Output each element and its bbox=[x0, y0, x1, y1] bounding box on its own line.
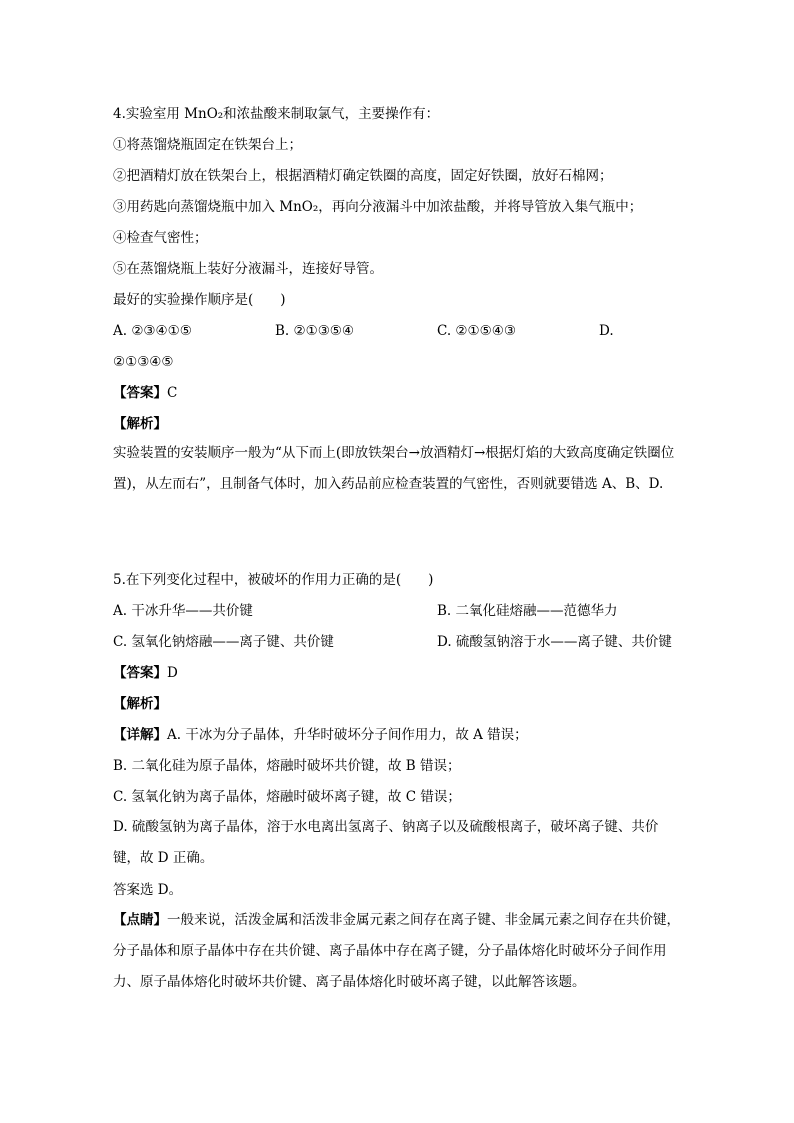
point-tag: 【点睛】 bbox=[113, 912, 167, 928]
q4-option-d-continued: ②①③④⑤ bbox=[113, 354, 174, 370]
q5-detail-a bbox=[113, 726, 528, 744]
q5-choose: 答案选 D。 bbox=[113, 882, 183, 898]
q5-analysis-tag: 【解析】 bbox=[113, 696, 167, 712]
q4-option-a: A. ②③④①⑤ bbox=[113, 323, 192, 339]
q4-step-2: ②把酒精灯放在铁架台上，根据酒精灯确定铁圈的高度，固定好铁圈，放好石棉网； bbox=[113, 168, 613, 184]
q5-detail-d: D. 硫酸氢钠为离子晶体，溶于水电离出氢离子、钠离子以及硫酸根离子，破坏离子键、共价键，故 D 正确。 bbox=[113, 819, 659, 866]
q5-option-d: D. 硫酸氢钠溶于水——离子键、共价键 bbox=[437, 634, 672, 650]
q4-step-5: ⑤在蒸馏烧瓶上装好分液漏斗，连接好导管。 bbox=[113, 261, 383, 277]
q5-detail-b: B. 二氧化硅为原子晶体，熔融时破坏共价键，故 B 错误； bbox=[113, 758, 461, 774]
detail-a-text: A. 干冰为分子晶体，升华时破坏分子间作用力，故 A 错误； bbox=[167, 727, 528, 743]
q5-option-a: A. 干冰升华——共价键 bbox=[113, 603, 253, 619]
q4-step-3: ③用药匙向蒸馏烧瓶中加入 MnO₂，再向分液漏斗中加浓盐酸，并将导管放入集气瓶中； bbox=[113, 199, 643, 215]
q5-answer bbox=[113, 664, 178, 682]
q4-answer bbox=[113, 384, 177, 402]
q4-stem: 4.实验室用 MnO₂和浓盐酸来制取氯气，主要操作有： bbox=[113, 106, 440, 122]
q4-step-4: ④检查气密性； bbox=[113, 230, 208, 246]
q4-option-d: D. bbox=[599, 323, 614, 339]
answer-tag: 【答案】 bbox=[113, 385, 167, 401]
q4-analysis-text: 实验装置的安装顺序一般为“从下而上(即放铁架台→放酒精灯→根据灯焰的大致高度确定铁圈位置)，从左而右”，且制备气体时，加入药品前应检查装置的气密性，否则就要错选 A、B、D. bbox=[113, 445, 675, 492]
point-text: 一般来说，活泼金属和活泼非金属元素之间存在离子键、非金属元素之间存在共价键，分子晶体和原子晶体中存在共价键、离子晶体中存在离子键，分子晶体熔化时破坏分子间作用力、原子晶体熔化时破坏共价键、离子晶体熔化时破坏离子键，以此解答该题。 bbox=[113, 912, 680, 990]
q4-option-c: C. ②①⑤④③ bbox=[437, 323, 516, 339]
q5-option-c: C. 氢氧化钠熔融——离子键、共价键 bbox=[113, 634, 334, 650]
answer-tag: 【答案】 bbox=[113, 665, 167, 681]
detail-tag: 【详解】 bbox=[113, 727, 167, 743]
q5-option-b: B. 二氧化硅熔融——范德华力 bbox=[437, 603, 618, 619]
q4-question: 最好的实验操作顺序是( ) bbox=[113, 292, 286, 308]
answer-value: C bbox=[167, 385, 178, 401]
q5-stem: 5.在下列变化过程中，被破坏的作用力正确的是( ) bbox=[113, 572, 434, 588]
q4-step-1: ①将蒸馏烧瓶固定在铁架台上； bbox=[113, 137, 302, 153]
q4-option-b: B. ②①③⑤④ bbox=[275, 323, 355, 339]
answer-value: D bbox=[167, 665, 178, 681]
q5-point bbox=[113, 905, 683, 998]
q4-analysis-tag: 【解析】 bbox=[113, 416, 167, 432]
q5-detail-c: C. 氢氧化钠为离子晶体，熔融时破坏离子键，故 C 错误； bbox=[113, 789, 461, 805]
